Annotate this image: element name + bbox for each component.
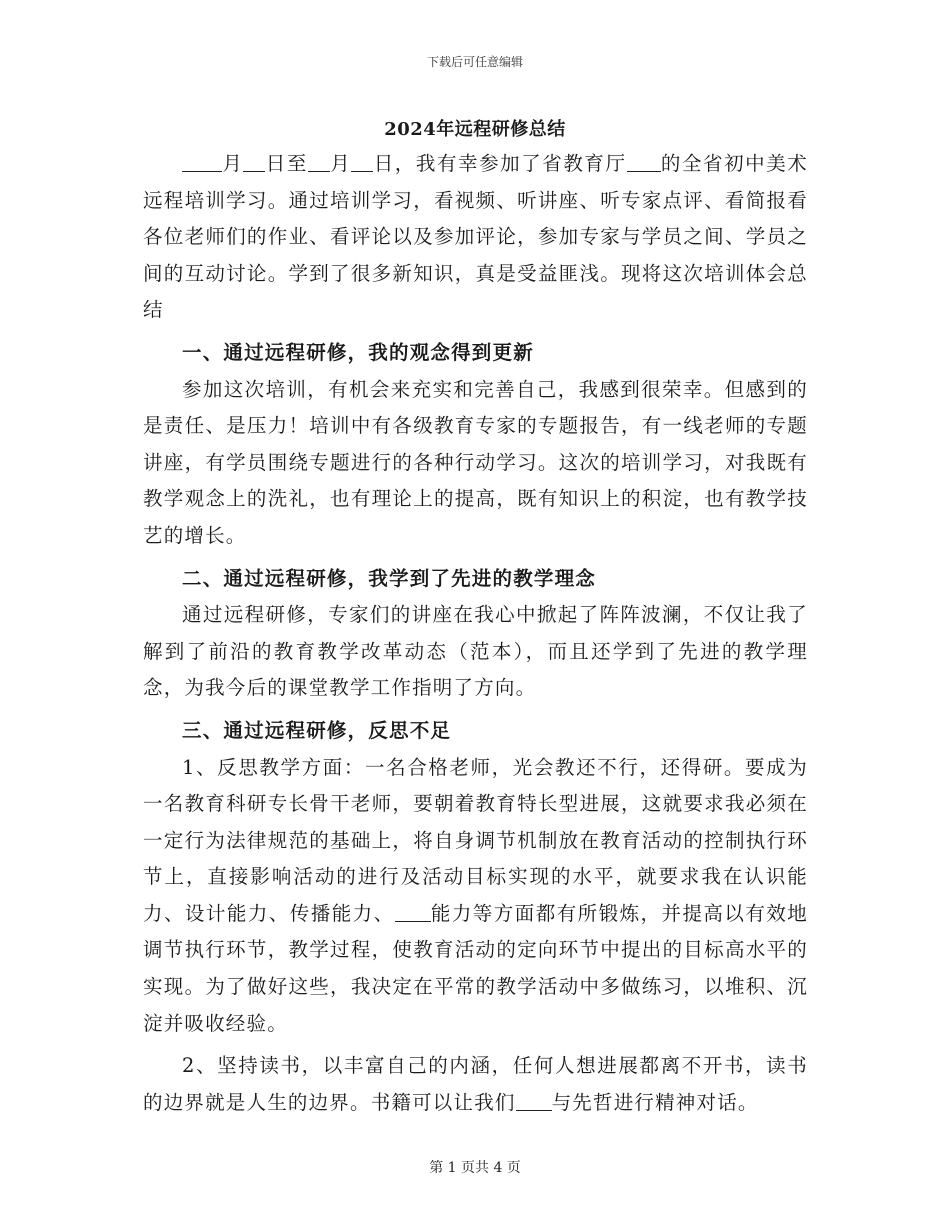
blank-line (395, 901, 431, 922)
section-paragraph: 参加这次培训，有机会来充实和完善自己，我感到很荣幸。但感到的是责任、是压力！培训中有各级教育专家的专题报告，有一线老师的专题讲座，有学员围绕专题进行的各种行动学习。这次的培训学习，对我既有教学观念上的洗礼，也有理论上的提高，既有知识上的积淀，也有教学技艺的增长。 (143, 377, 808, 547)
section-heading: 二、通过远程研修，我学到了先进的教学理念 (182, 566, 597, 590)
paragraph-text: 能力等方面都有所锻炼，并提高以有效地调节执行环节，教学过程，使教育活动的定向环节中提出的目标高水平的实现。为了做好这些，我决定在平常的教学活动中多做练习，以堆积、沉淀并吸收经验。 (143, 901, 809, 1035)
intro-text: 月 (329, 152, 352, 175)
intro-text: 月 (222, 152, 244, 175)
blank-line (627, 152, 661, 173)
section-paragraph (143, 750, 808, 1043)
section-heading: 三、通过远程研修，反思不足 (182, 718, 452, 742)
page-footer: 第 1 页共 4 页 (429, 1160, 521, 1176)
blank-line (516, 1090, 552, 1111)
section-heading: 一、通过远程研修，我的观念得到更新 (182, 340, 534, 364)
blank-line (351, 152, 373, 173)
paragraph-text: 1、反思教学方面：一名合格老师，光会教还不行，还得研。要成为一名教育科研专长骨干老师，要朝着教育特长型进展，这就要求我必须在一定行为法律规范的基础上，将自身调节机制放在教育活动的控制执行环节上，直接影响活动的进行及活动目标实现的水平，就要求我在认识能力、设计能力、传播能力、 (143, 755, 808, 925)
paragraph-text: 与先哲进行精神对话。 (551, 1090, 759, 1114)
blank-line (182, 152, 222, 173)
intro-text: 日，我有幸参加了省教育厅 (373, 152, 627, 175)
document-title: 2024年远程研修总结 (384, 119, 566, 140)
paragraph-text: 2、坚持读书，以丰富自己的内涵，任何人想进展都离不开书，读书的边界就是人生的边界。书籍可以让我们 (143, 1054, 808, 1114)
page-header: 下载后可任意编辑 (426, 55, 523, 69)
blank-line (308, 152, 330, 173)
intro-paragraph (143, 146, 808, 329)
document-body (143, 146, 808, 1121)
section-paragraph (143, 1048, 808, 1121)
blank-line (243, 152, 265, 173)
section-paragraph: 通过远程研修，专家们的讲座在我心中掀起了阵阵波澜，不仅让我了解到了前沿的教育教学改革动态（范本），而且还学到了先进的教学理念，为我今后的课堂教学工作指明了方向。 (143, 603, 808, 700)
intro-text: 的全省初中美术远程培训学习。通过培训学习，看视频、听讲座、听专家点评、看简报看各位老师们的作业、看评论以及参加评论，参加专家与学员之间、学员之间的互动讨论。学到了很多新知识，真是受益匪浅。现将这次培训体会总结 (143, 152, 808, 322)
intro-text: 日至 (265, 152, 308, 175)
